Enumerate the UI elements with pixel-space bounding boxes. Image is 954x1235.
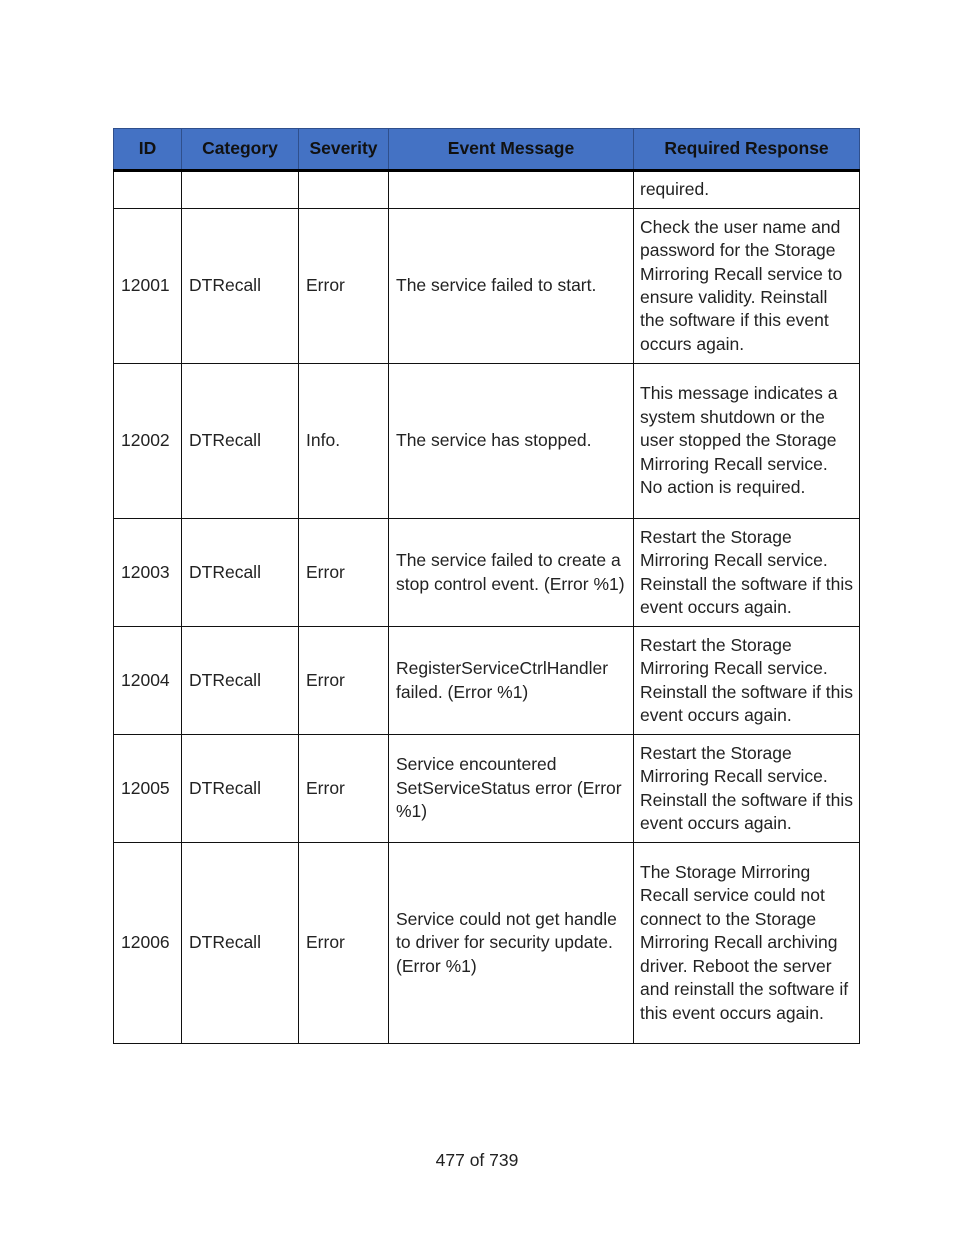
cell-message: Service encountered SetServiceStatus error (Error %1) xyxy=(389,735,634,843)
table-row xyxy=(114,519,860,627)
table-row xyxy=(114,843,860,1044)
cell-message xyxy=(389,171,634,209)
table-row xyxy=(114,735,860,843)
cell-id xyxy=(114,171,182,209)
header-id: ID xyxy=(114,129,182,171)
cell-message: Service could not get handle to driver for security update. (Error %1) xyxy=(389,843,634,1044)
header-event-message: Event Message xyxy=(389,129,634,171)
table-row xyxy=(114,627,860,735)
cell-category: DTRecall xyxy=(182,843,299,1044)
page-number: 477 of 739 xyxy=(435,1150,519,1170)
cell-id: 12003 xyxy=(114,519,182,627)
cell-response: Restart the Storage Mirroring Recall service. Reinstall the software if this event occurs again. xyxy=(634,627,860,735)
cell-severity: Error xyxy=(299,843,389,1044)
cell-category: DTRecall xyxy=(182,519,299,627)
cell-severity: Error xyxy=(299,627,389,735)
cell-message: The service failed to create a stop control event. (Error %1) xyxy=(389,519,634,627)
cell-id: 12002 xyxy=(114,364,182,519)
cell-category: DTRecall xyxy=(182,735,299,843)
cell-response: Restart the Storage Mirroring Recall service. Reinstall the software if this event occurs again. xyxy=(634,519,860,627)
cell-severity: Info. xyxy=(299,364,389,519)
table-row xyxy=(114,209,860,364)
table-row xyxy=(114,171,860,209)
cell-id: 12006 xyxy=(114,843,182,1044)
header-severity: Severity xyxy=(299,129,389,171)
cell-severity: Error xyxy=(299,735,389,843)
cell-category xyxy=(182,171,299,209)
cell-message: The service has stopped. xyxy=(389,364,634,519)
cell-severity: Error xyxy=(299,209,389,364)
cell-id: 12005 xyxy=(114,735,182,843)
cell-message: RegisterServiceCtrlHandler failed. (Error %1) xyxy=(389,627,634,735)
header-required-response: Required Response xyxy=(634,129,860,171)
table-row xyxy=(114,364,860,519)
cell-severity: Error xyxy=(299,519,389,627)
cell-response: Check the user name and password for the Storage Mirroring Recall service to ensure validity. Reinstall the software if this event occurs again. xyxy=(634,209,860,364)
cell-category: DTRecall xyxy=(182,364,299,519)
cell-response: required. xyxy=(634,171,860,209)
cell-id: 12004 xyxy=(114,627,182,735)
cell-category: DTRecall xyxy=(182,627,299,735)
cell-severity xyxy=(299,171,389,209)
cell-id: 12001 xyxy=(114,209,182,364)
cell-response: This message indicates a system shutdown or the user stopped the Storage Mirroring Recall service. No action is required. xyxy=(634,364,860,519)
event-table xyxy=(113,128,860,1044)
table-header-row xyxy=(114,129,860,171)
cell-category: DTRecall xyxy=(182,209,299,364)
cell-response: The Storage Mirroring Recall service could not connect to the Storage Mirroring Recall archiving driver. Reboot the server and reinstall the software if this event occurs again. xyxy=(634,843,860,1044)
cell-message: The service failed to start. xyxy=(389,209,634,364)
cell-response: Restart the Storage Mirroring Recall service. Reinstall the software if this event occurs again. xyxy=(634,735,860,843)
header-category: Category xyxy=(182,129,299,171)
